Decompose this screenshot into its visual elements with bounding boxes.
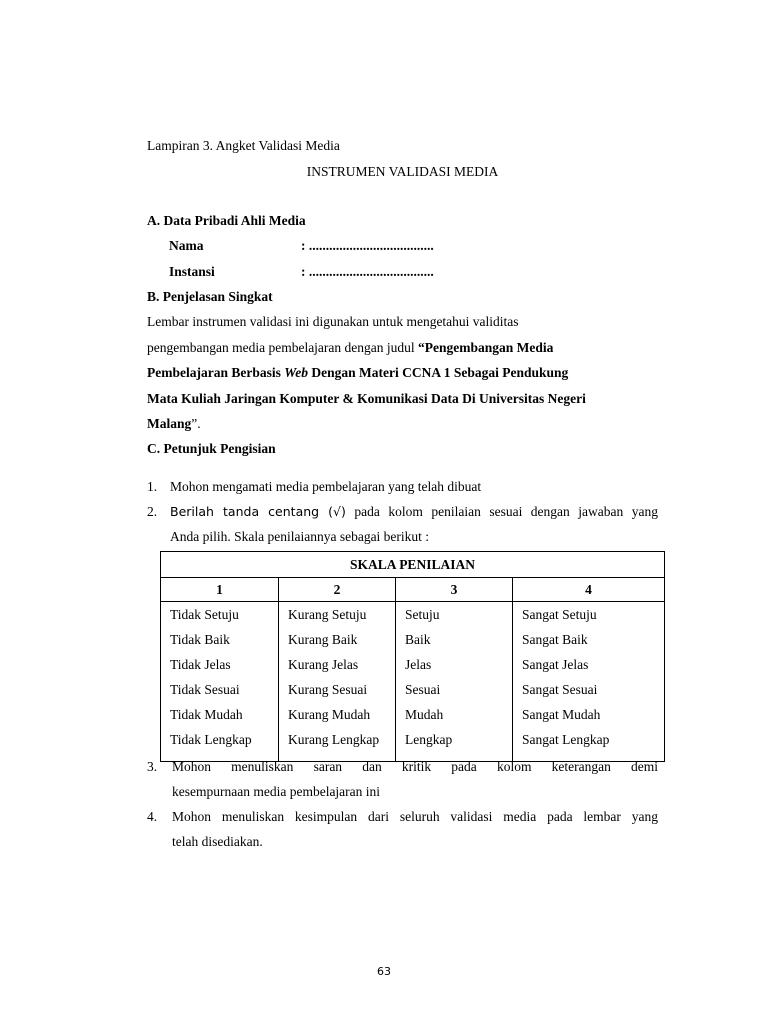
scale-cell: Tidak Setuju	[170, 607, 239, 622]
instruction-4-continuation: telah disediakan.	[172, 834, 263, 849]
scale-cell: Kurang Setuju	[288, 607, 367, 622]
scale-cell: Sangat Mudah	[522, 707, 601, 722]
paragraph-line-4: Mata Kuliah Jaringan Komputer & Komunikasi Data Di Universitas Negeri	[147, 391, 586, 406]
section-a-heading: A. Data Pribadi Ahli Media	[147, 213, 306, 228]
scale-cell: Jelas	[405, 657, 432, 672]
scale-cell: Kurang Lengkap	[288, 732, 380, 747]
scale-header-4: 4	[513, 578, 665, 602]
field-label-nama: Nama	[169, 238, 204, 253]
instruction-1-number: 1.	[147, 479, 158, 494]
page-title: INSTRUMEN VALIDASI MEDIA	[306, 164, 499, 179]
scale-cell: Tidak Jelas	[170, 657, 231, 672]
scale-cell: Tidak Mudah	[170, 707, 243, 722]
instruction-4-number: 4.	[147, 809, 158, 824]
instruction-3-continuation: kesempurnaan media pembelajaran ini	[172, 784, 381, 799]
scale-cell: Mudah	[405, 707, 444, 722]
scale-cell: Sangat Jelas	[522, 657, 589, 672]
page-number: 63	[377, 965, 391, 978]
instruction-1-text: Mohon mengamati media pembelajaran yang telah dibuat	[170, 479, 482, 494]
instruction-4-justified: Mohon menuliskan kesimpulan dari seluruh validasi media pada lembar yang	[172, 809, 658, 824]
scale-column-4	[513, 602, 665, 762]
instruction-4-text	[172, 808, 658, 826]
rating-scale-title: SKALA PENILAIAN	[161, 552, 665, 578]
instruction-3-text	[172, 758, 658, 776]
instruction-2-number: 2.	[147, 504, 158, 519]
field-label-instansi: Instansi	[169, 264, 215, 279]
paragraph-line-5-plain: ”.	[191, 416, 201, 431]
scale-cell: Tidak Baik	[170, 632, 230, 647]
paragraph-line-3-a: Pembelajaran Berbasis	[147, 365, 285, 380]
instruction-3-justified: Mohon menuliskan saran dan kritik pada kolom keterangan demi	[172, 759, 658, 774]
scale-cell: Tidak Lengkap	[170, 732, 252, 747]
instruction-2-justified	[170, 503, 658, 521]
scale-cell: Sangat Lengkap	[522, 732, 610, 747]
scale-header-3: 3	[396, 578, 513, 602]
instruction-2-checkmark-phrase: Berilah tanda centang (√)	[170, 504, 346, 519]
scale-column-2	[279, 602, 396, 762]
scale-cell: Kurang Sesuai	[288, 682, 368, 697]
paragraph-line-5	[147, 415, 201, 433]
section-c-heading: C. Petunjuk Pengisian	[147, 441, 276, 456]
scale-cell: Sangat Baik	[522, 632, 588, 647]
appendix-label: Lampiran 3. Angket Validasi Media	[147, 138, 340, 153]
scale-cell: Baik	[405, 632, 431, 647]
scale-cell: Tidak Sesuai	[170, 682, 240, 697]
paragraph-line-3	[147, 364, 568, 382]
section-b-heading: B. Penjelasan Singkat	[147, 289, 273, 304]
scale-header-1: 1	[161, 578, 279, 602]
scale-cell: Kurang Mudah	[288, 707, 371, 722]
scale-column-1	[161, 602, 279, 762]
instruction-3-number: 3.	[147, 759, 158, 774]
scale-cell: Lengkap	[405, 732, 453, 747]
paragraph-line-1: Lembar instrumen validasi ini digunakan untuk mengetahui validitas	[147, 314, 519, 329]
paragraph-line-2-plain: pengembangan media pembelajaran dengan judul	[147, 340, 419, 355]
paragraph-line-5-bold: Malang	[147, 416, 192, 431]
paragraph-line-3-web: Web	[284, 365, 308, 380]
paragraph-line-3-b: Dengan Materi CCNA 1 Sebagai Pendukung	[308, 365, 569, 380]
paragraph-line-2	[147, 339, 553, 357]
scale-cell: Sesuai	[405, 682, 441, 697]
field-value-instansi: : .....................................	[301, 264, 434, 279]
scale-column-3	[396, 602, 513, 762]
instruction-2-continuation: Anda pilih. Skala penilaiannya sebagai berikut :	[170, 529, 430, 544]
scale-cell: Sangat Setuju	[522, 607, 597, 622]
scale-cell: Sangat Sesuai	[522, 682, 598, 697]
scale-cell: Kurang Baik	[288, 632, 358, 647]
rating-scale-table	[160, 551, 665, 762]
field-value-nama: : .....................................	[301, 238, 434, 253]
scale-header-2: 2	[279, 578, 396, 602]
scale-cell: Setuju	[405, 607, 440, 622]
instruction-2-text	[170, 503, 658, 521]
scale-cell: Kurang Jelas	[288, 657, 359, 672]
instruction-2-rest: pada kolom penilaian sesuai dengan jawaban yang	[345, 504, 658, 519]
paragraph-line-2-bold: “Pengembangan Media	[418, 340, 554, 355]
